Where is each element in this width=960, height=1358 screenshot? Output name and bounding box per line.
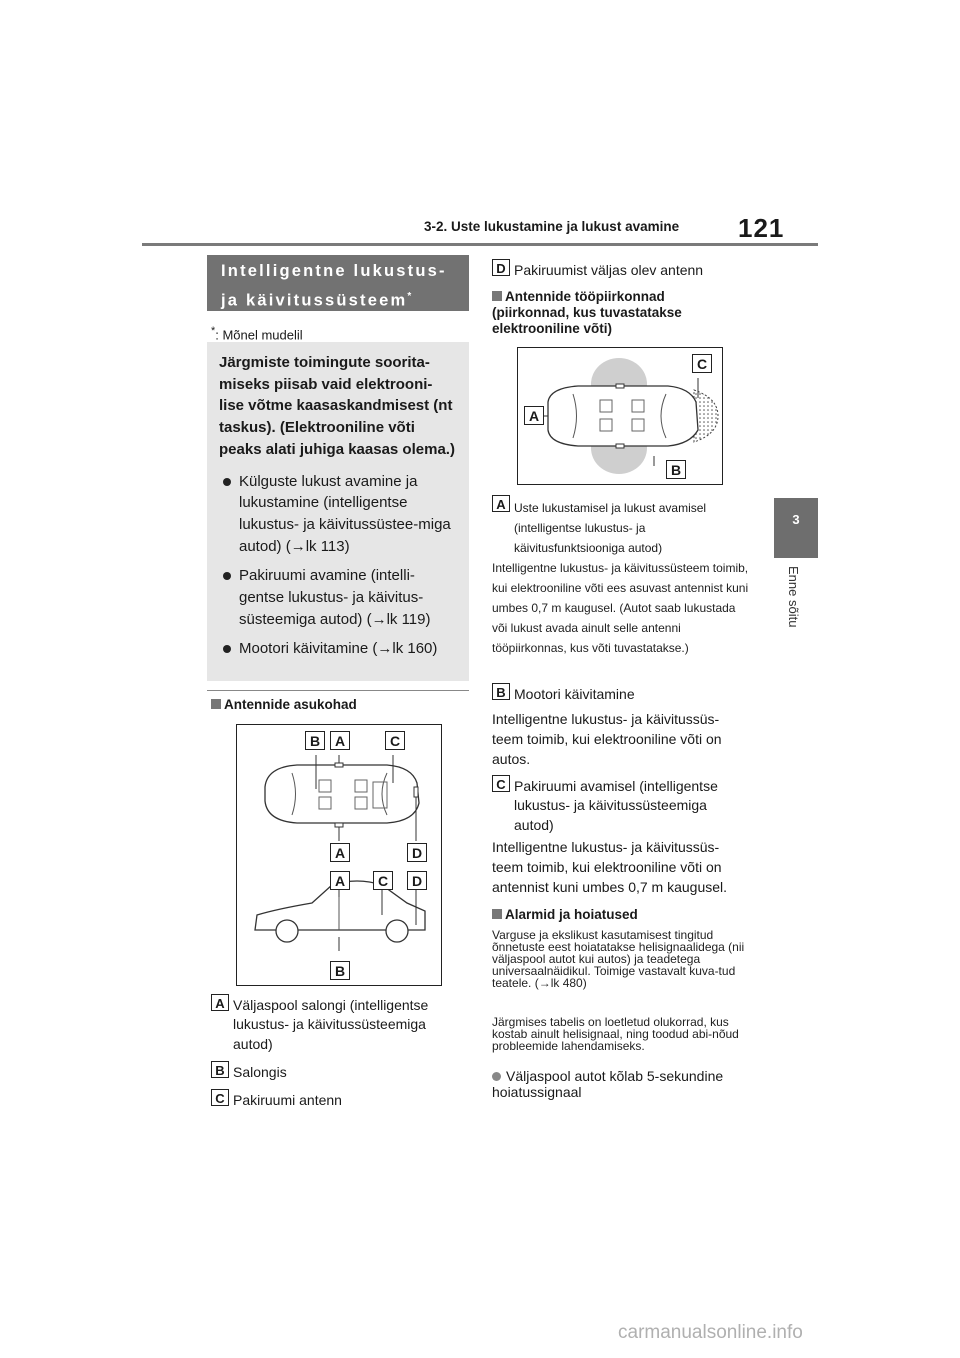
subhead-alarms (492, 907, 638, 923)
watermark: carmanualsonline.info (618, 1322, 803, 1343)
running-header: 3-2. Uste lukustamine ja lukust avamine (424, 219, 680, 234)
legend-text: Pakiruumi antenn (233, 1091, 342, 1108)
fig1-label: D (407, 843, 427, 862)
legend-key: B (211, 1061, 229, 1078)
legend-text: Väljaspool salongi (intelligentse lukustus- ja käivitussüsteemiga autod) (233, 996, 429, 1052)
legend-text: Pakiruumi avamisel (intelligentse lukustus- ja käivitussüsteemiga autod) (514, 777, 718, 833)
square-bullet-icon (492, 291, 502, 301)
alarm-case-item (492, 1068, 742, 1100)
subhead-text: Alarmid ja hoiatused (505, 907, 638, 922)
header-rule (142, 243, 818, 246)
legend-key: C (211, 1089, 229, 1106)
chapter-label: Enne sõitu (786, 566, 801, 628)
fig1-label: A (330, 731, 350, 750)
range-item-a (492, 495, 748, 558)
subhead-antenna-locations (211, 697, 357, 713)
section-heading (207, 255, 469, 311)
alarm-paragraph-2: Järgmises tabelis on loetletud olukorrad, kus kostab ainult helisignaal, ning toodud abi-nõud probleemide lahendamiseks. (492, 1015, 739, 1053)
antenna-range-figure (517, 347, 723, 485)
range-a-desc: Intelligentne lukustus- ja käivitussüsteem toimib, kui elektrooniline võti ees asuvast antennist kuni umbes 0,7 m kaugusel. (Autot saab lukustada või lukust avada ainult selle antenni tööpiirkonnas, kus võti tuvastatakse.) (492, 561, 749, 655)
square-bullet-icon (492, 909, 502, 919)
section-heading-text: Intelligentne lukustus- ja käivitussüsteem (221, 262, 447, 310)
fig1-label: D (407, 871, 427, 890)
fig1-label: A (330, 843, 350, 862)
alarm-case-text: Väljaspool autot kõlab 5-sekundine hoiatussignaal (492, 1068, 724, 1100)
square-bullet-icon (211, 699, 221, 709)
subhead-text: Antennide tööpiirkonnad (piirkonnad, kus tuvastatakse elektrooniline võti) (492, 289, 682, 336)
antenna-location-figure (236, 724, 442, 986)
info-lead: Järgmiste toimingute soorita-miseks piisab vaid elektrooni-lise võtme kaasaskandmisest (nt taskus). (Elektrooniline võti peaks alati juhiga kaasas olema.) (219, 354, 455, 458)
info-bullet: Külguste lukust avamine ja lukustamine (intelligentse lukustus- ja käivitussüstee-miga autod) (→lk 113) (219, 471, 457, 558)
range-c-desc: Intelligentne lukustus- ja käivitussüs-teem toimib, kui elektrooniline võti on antennist kuni umbes 0,7 m kaugusel. (492, 839, 728, 895)
info-bullet: Pakiruumi avamine (intelli-gentse lukustus- ja käivitus-süsteemiga autod) (→lk 119) (219, 565, 457, 630)
alarm-paragraph-1: Varguse ja ekslikust kasutamisest tingitud õnnetuste eest hoiatatakse helisignaalidega (nii väljaspool autot kui autos) ja teadetega universaalnäidikul. Toimige vastavalt kuva-tud teatele. (→lk 480) (492, 928, 745, 990)
legend-item-a (211, 994, 469, 1054)
fig2-label: A (524, 406, 544, 425)
fig2-label: B (666, 460, 686, 479)
section-asterisk: * (407, 291, 414, 302)
legend-text: Mootori käivitamine (514, 685, 635, 702)
legend-item-c (211, 1089, 469, 1110)
fig1-label: C (373, 871, 393, 890)
range-b-desc: Intelligentne lukustus- ja käivitussüs-teem toimib, kui elektrooniline võti on autos. (492, 711, 722, 767)
footnote-text: : Mõnel mudelil (215, 327, 303, 343)
antenna-range-diagram (518, 348, 721, 483)
range-item-c (492, 775, 748, 835)
legend-key: D (492, 259, 510, 276)
round-bullet-icon (492, 1072, 501, 1081)
fig1-label: C (385, 731, 405, 750)
subhead-text: Antennide asukohad (224, 697, 357, 712)
subhead-antenna-ranges (492, 289, 722, 337)
legend-text: Pakiruumist väljas olev antenn (514, 261, 704, 278)
legend-text: Salongis (233, 1063, 287, 1080)
range-item-b (492, 683, 748, 704)
footnote-mark: * (211, 325, 216, 337)
page-number: 121 (738, 213, 785, 243)
info-bullets (219, 471, 457, 661)
legend-key: A (211, 994, 229, 1011)
fig2-label: C (692, 354, 712, 373)
divider (207, 690, 469, 691)
fig1-label: A (330, 871, 350, 890)
fig1-label: B (305, 731, 325, 750)
legend-key: B (492, 683, 510, 700)
legend-text: Uste lukustamisel ja lukust avamisel (intelligentse lukustus- ja käivitusfunktsiooniga autod) (514, 500, 707, 555)
legend-key: A (492, 495, 510, 512)
legend-item-d (492, 259, 752, 280)
legend-key: C (492, 775, 510, 792)
info-box (207, 342, 469, 681)
legend-item-b (211, 1061, 469, 1082)
info-bullet: Mootori käivitamine (→lk 160) (219, 638, 457, 660)
footnote (211, 325, 303, 342)
fig1-label: B (330, 961, 350, 980)
chapter-tab: 3 (774, 498, 818, 558)
